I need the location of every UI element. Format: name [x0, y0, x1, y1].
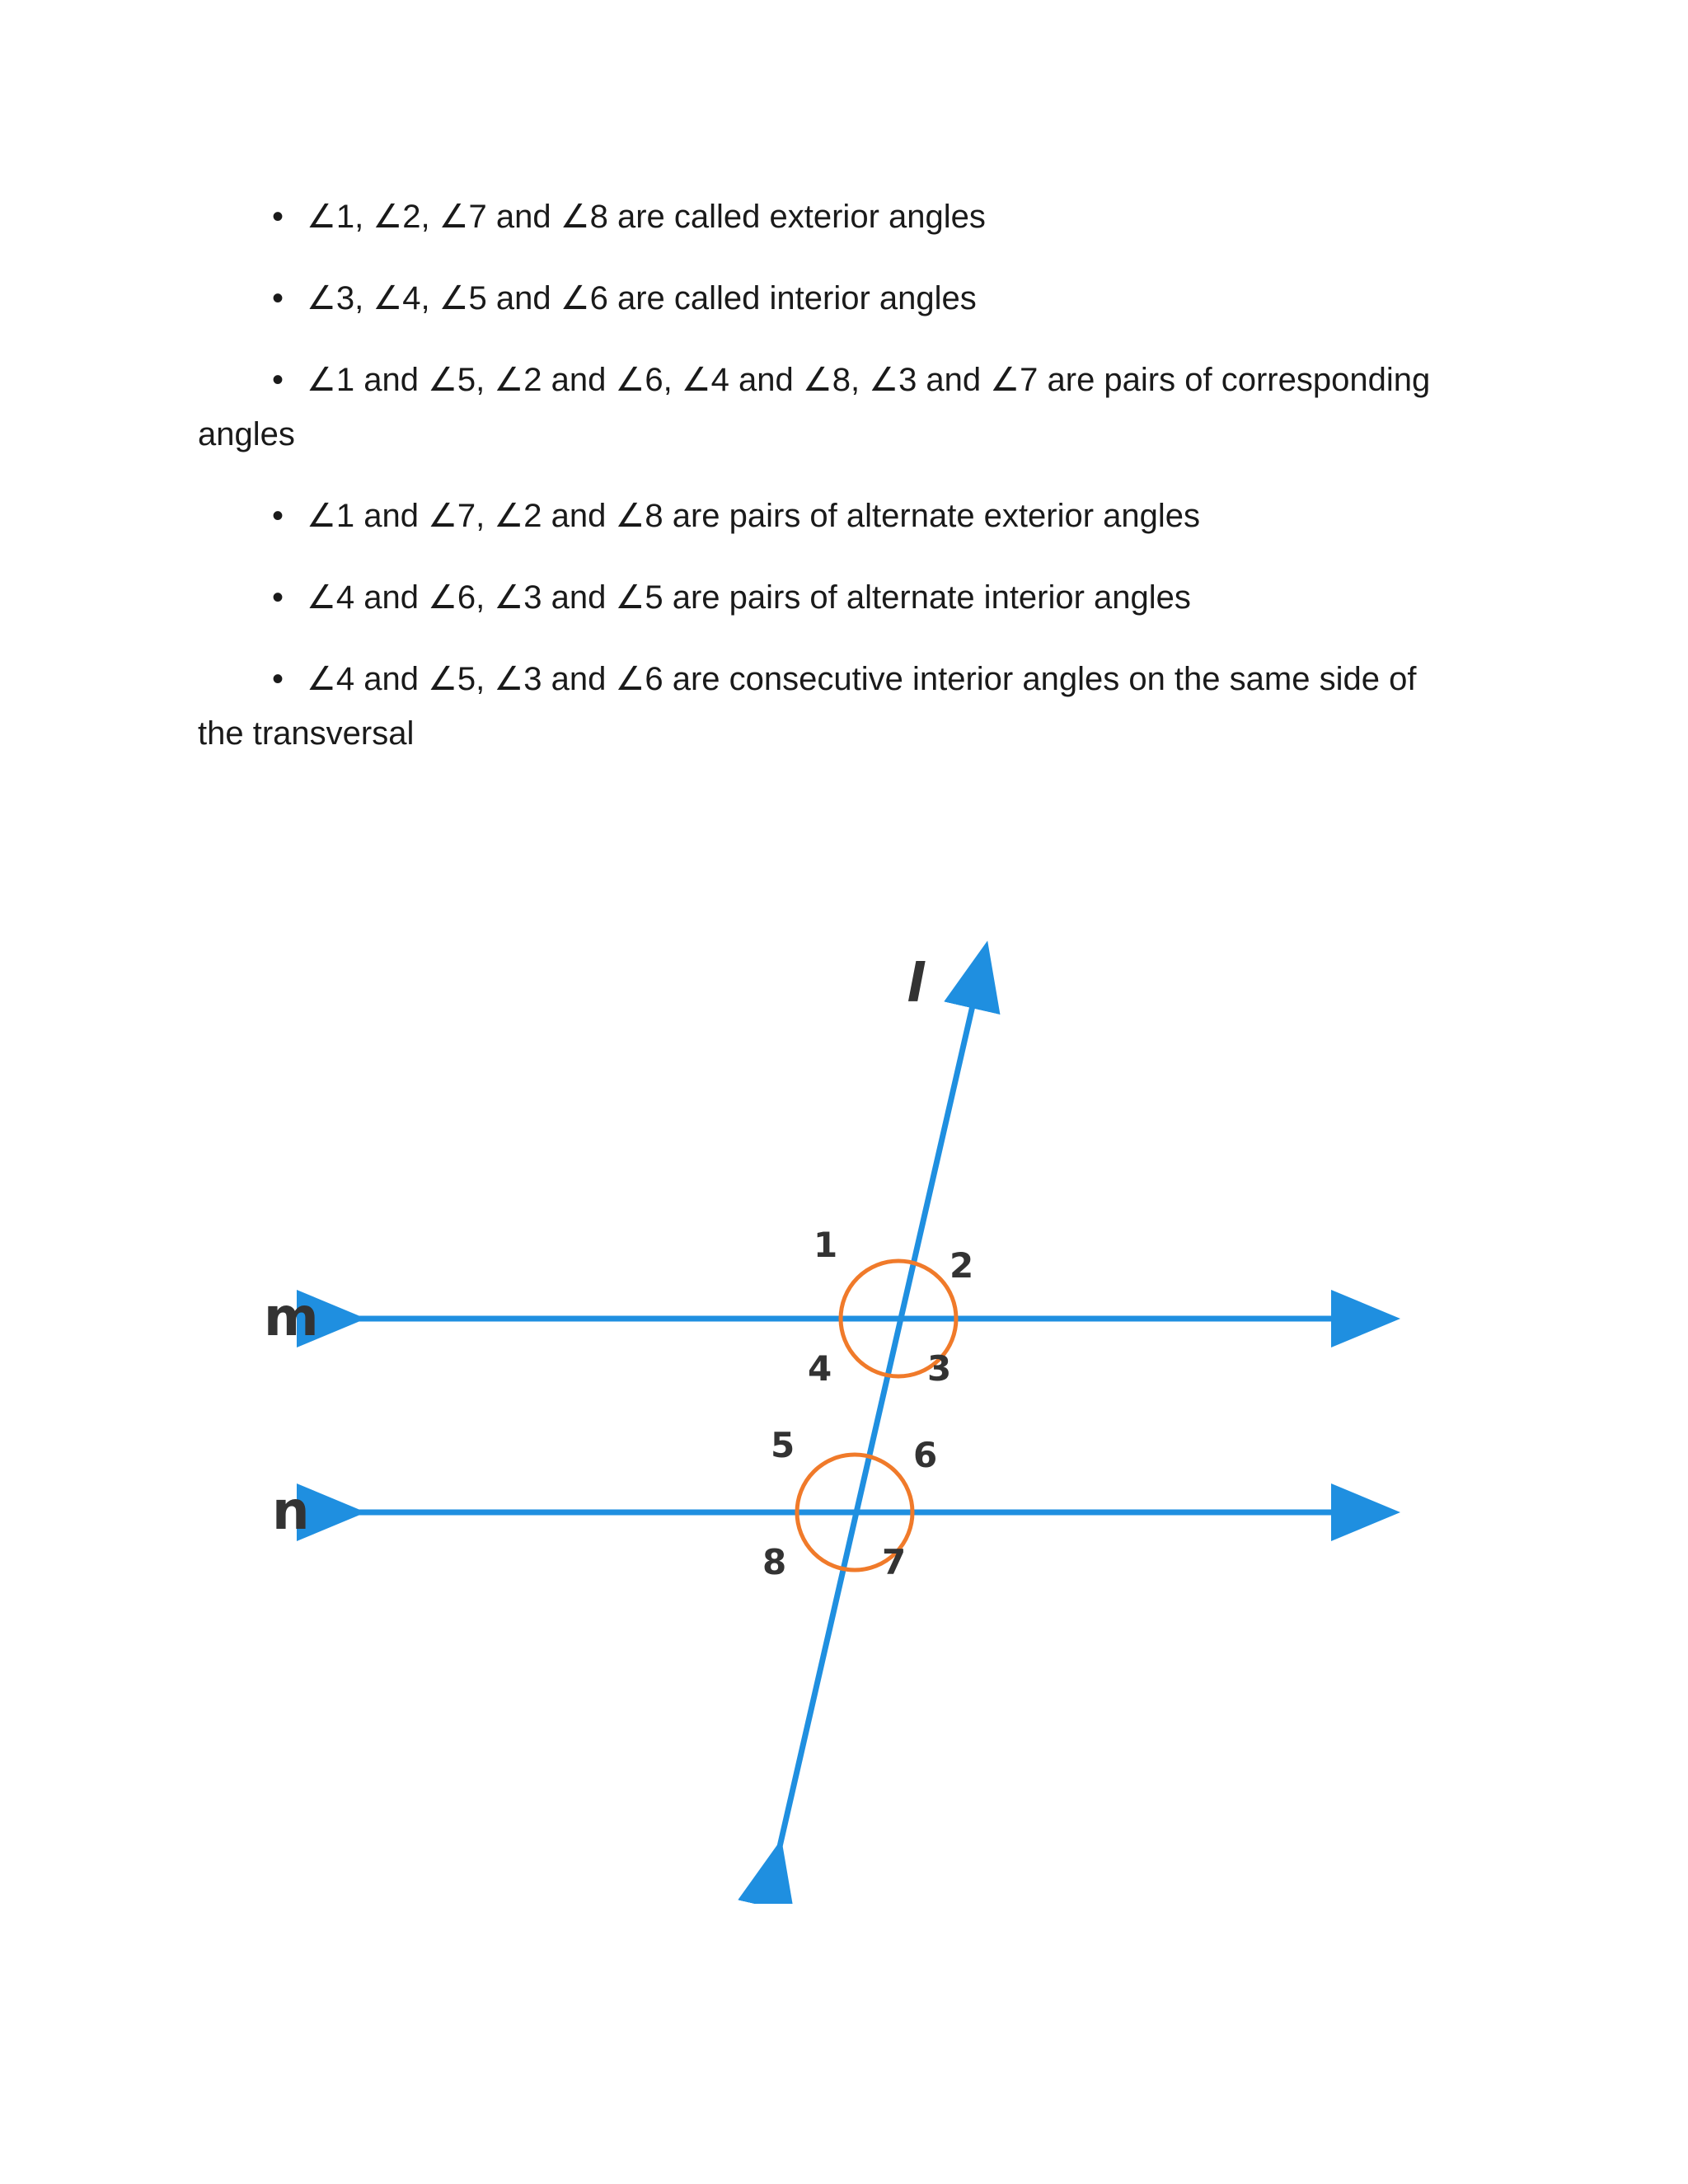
bullet-text: ∠4 and ∠6, ∠3 and ∠5 are pairs of alternate interior angles — [307, 579, 1191, 616]
bullet-text: ∠1, ∠2, ∠7 and ∠8 are called exterior angles — [307, 199, 986, 235]
diagram-svg — [247, 931, 1442, 1904]
parallel-lines-transversal-diagram — [247, 931, 1442, 1904]
bullet-item-corresponding — [198, 353, 1517, 462]
bullet-item-exterior — [198, 190, 1517, 244]
bullet-dot: • — [272, 661, 284, 697]
angle-label-8: 8 — [762, 1542, 787, 1582]
label-line-m: m — [264, 1287, 319, 1348]
bullet-text-continuation: the transversal — [198, 715, 415, 752]
bullet-text-continuation: angles — [198, 416, 295, 452]
angle-label-3: 3 — [927, 1348, 952, 1389]
line-l-transversal — [779, 952, 985, 1850]
angle-label-7: 7 — [882, 1542, 907, 1582]
label-line-l: l — [907, 954, 925, 1015]
bullet-list — [198, 190, 1517, 788]
bullet-text: ∠1 and ∠7, ∠2 and ∠8 are pairs of alternate exterior angles — [307, 498, 1201, 534]
bullet-item-interior — [198, 271, 1517, 326]
angle-label-4: 4 — [808, 1348, 832, 1389]
bullet-text: ∠3, ∠4, ∠5 and ∠6 are called interior angles — [307, 280, 977, 316]
bullet-dot: • — [272, 362, 284, 398]
bullet-item-alternate-interior — [198, 570, 1517, 625]
angle-label-2: 2 — [950, 1245, 974, 1286]
bullet-dot: • — [272, 280, 284, 316]
bullet-item-alternate-exterior — [198, 489, 1517, 543]
bullet-item-consecutive-interior — [198, 652, 1517, 761]
label-line-n: n — [272, 1481, 310, 1542]
bullet-dot: • — [272, 498, 284, 534]
bullet-dot: • — [272, 579, 284, 616]
bullet-text: ∠4 and ∠5, ∠3 and ∠6 are consecutive interior angles on the same side of — [307, 661, 1417, 697]
bullet-text: ∠1 and ∠5, ∠2 and ∠6, ∠4 and ∠8, ∠3 and ∠7 are pairs of corresponding — [307, 362, 1431, 398]
bullet-dot: • — [272, 199, 284, 235]
angle-label-5: 5 — [771, 1425, 795, 1465]
angle-label-1: 1 — [814, 1225, 838, 1265]
angle-label-6: 6 — [913, 1435, 938, 1475]
